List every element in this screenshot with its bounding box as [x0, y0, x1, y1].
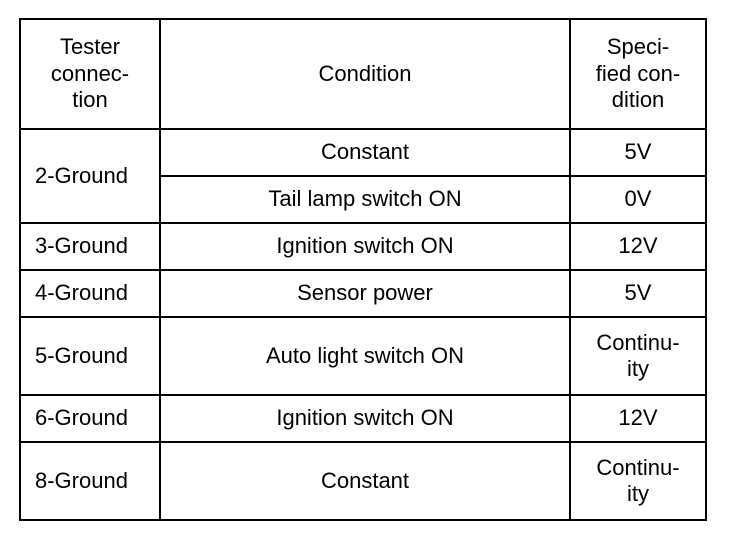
tester-connection-cell: 8-Ground: [20, 442, 160, 520]
table-row: [20, 442, 706, 520]
tester-connection-cell: 3-Ground: [20, 223, 160, 270]
tester-connection-cell: 2-Ground: [20, 129, 160, 223]
table-row: [20, 395, 706, 442]
header-condition: Condition: [160, 19, 570, 129]
condition-cell: Ignition switch ON: [160, 395, 570, 442]
table-row: [20, 270, 706, 317]
tester-connection-table: [19, 18, 707, 521]
specified-condition-cell: Continu- ity: [570, 442, 706, 520]
condition-cell: Sensor power: [160, 270, 570, 317]
specified-condition-cell: 5V: [570, 129, 706, 176]
condition-cell: Auto light switch ON: [160, 317, 570, 395]
tester-connection-cell: 5-Ground: [20, 317, 160, 395]
condition-cell: Constant: [160, 129, 570, 176]
specified-condition-cell: 12V: [570, 223, 706, 270]
condition-cell: Ignition switch ON: [160, 223, 570, 270]
specified-condition-cell: 12V: [570, 395, 706, 442]
table-header-row: [20, 19, 706, 129]
tester-connection-cell: 6-Ground: [20, 395, 160, 442]
header-specified-condition: Speci- fied con- dition: [570, 19, 706, 129]
specified-condition-cell: 5V: [570, 270, 706, 317]
table-row: [20, 317, 706, 395]
condition-cell: Constant: [160, 442, 570, 520]
condition-cell: Tail lamp switch ON: [160, 176, 570, 223]
table-row: [20, 223, 706, 270]
header-tester-connection: Tester connec- tion: [20, 19, 160, 129]
table-row: [20, 129, 706, 176]
tester-connection-cell: 4-Ground: [20, 270, 160, 317]
specified-condition-cell: 0V: [570, 176, 706, 223]
specified-condition-cell: Continu- ity: [570, 317, 706, 395]
